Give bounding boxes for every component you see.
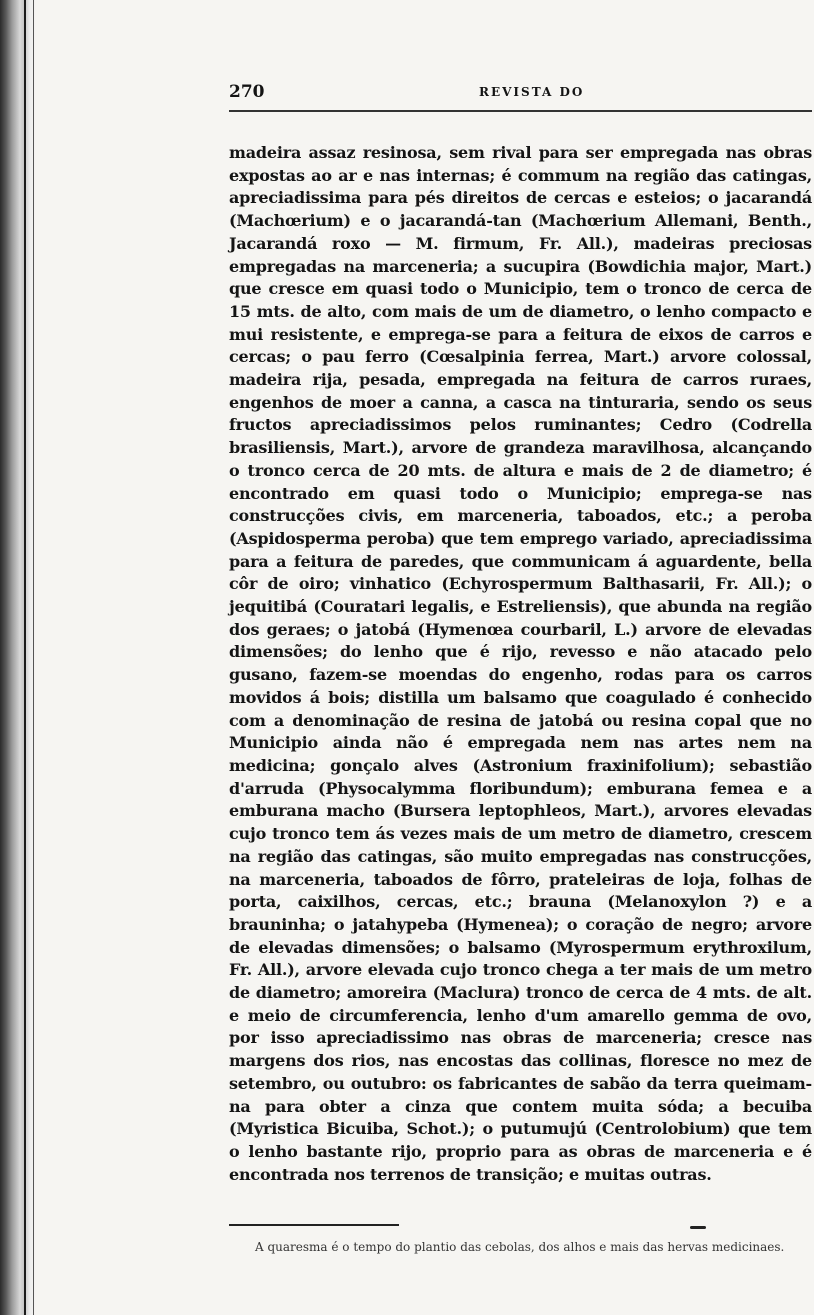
book-spine-edge [0,0,36,1315]
page-number: 270 [229,82,265,102]
footnote-mark [690,1226,706,1229]
body-paragraph: madeira assaz resinosa, sem rival para ser empregada nas obras expostas ao ar e nas internas; é commum na região das catingas, apreciadissima para pés direitos de cercas e esteios; o jacarandá (Machœrium) e o jacarandá-tan (Machœrium Allemani, Benth., Jacarandá roxo — M. firmum, Fr. All.), madeiras preciosas empregadas na marceneria; a sucupira (Bowdichia major, Mart.) que cresce em quasi todo o Municipio, tem o tronco de cerca de 15 mts. de alto, com mais de um de diametro, o lenho compacto e mui resistente, e emprega-se para a feitura de eixos de carros e cercas; o pau ferro (Cœsalpinia ferrea, Mart.) arvore colossal, madeira rija, pesada, empregada na feitura de carros ruraes, engenhos de moer a canna, a casca na tinturaria, sendo os seus fructos apreciadissimos pelos ruminantes; Cedro (Codrella brasiliensis, Mart.), arvore de grandeza maravilhosa, alcançando o tronco cerca de 20 mts. de altura e mais de 2 de diametro; é encontrado em quasi todo o Municipio; emprega-se nas construcções civis, em marceneria, taboados, etc.; a peroba (Aspidosperma peroba) que tem emprego variado, apreciadissima para a feitura de paredes, que communicam á aguardente, bella côr de oiro; vinhatico (Echyrospermum Balthasarii, Fr. All.); o jequitibá (Couratari legalis, e Estreliensis), que abunda na região dos geraes; o jatobá (Hymenœa courbaril, L.) arvore de elevadas dimensões; do lenho que é rijo, revesso e não atacado pelo gusano, fazem-se moendas do engenho, rodas para os carros movidos á bois; distilla um balsamo que coagulado é conhecido com a denominação de resina de jatobá ou resina copal que no Municipio ainda não é empregada nem nas artes nem na medicina; gonçalo alves (Astronium fraxinifolium); sebastião d'arruda (Physocalymma floribundum); emburana femea e a emburana macho (Bursera leptophleos, Mart.), arvores elevadas cujo tronco tem ás vezes mais de um metro de diametro, crescem na região das catingas, são muito empregadas nas construcções, na marceneria, taboados de fôrro, prateleiras de loja, folhas de porta, caixilhos, cercas, etc.; brauna (Melanoxylon ?) e a brauninha; o jatahypeba (Hymenea); o coração de negro; arvore de elevadas dimensões; o balsamo (Myrospermum erythroxilum, Fr. All.), arvore elevada cujo tronco chega a ter mais de um metro de diametro; amoreira (Maclura) tronco de cerca de 4 mts. de alt. e meio de circumferencia, lenho d'um amarello gemma de ovo, por isso apreciadissimo nas obras de marceneria; cresce nas margens dos rios, nas encostas das collinas, floresce no mez de setembro, ou outubro: os fabricantes de sabão da terra queimam-na para obter a cinza que contem muita sóda; a becuiba (Myristica Bicuiba, Schot.); o putumujú (Centrolobium) que tem o lenho bastante rijo, proprio para as obras de marceneria e é encontrada nos terrenos de transição; e muitas outras. [229,143,812,1184]
footnote-rule [229,1224,399,1226]
footnote-text: A quaresma é o tempo do plantio das cebolas, dos alhos e mais das hervas medicinaes. [255,1240,785,1254]
header-rule [229,110,812,112]
spine-shadow-line [24,0,26,1315]
running-title: REVISTA DO [479,85,585,99]
page-header [229,82,812,106]
spine-shadow-line [33,0,34,1315]
